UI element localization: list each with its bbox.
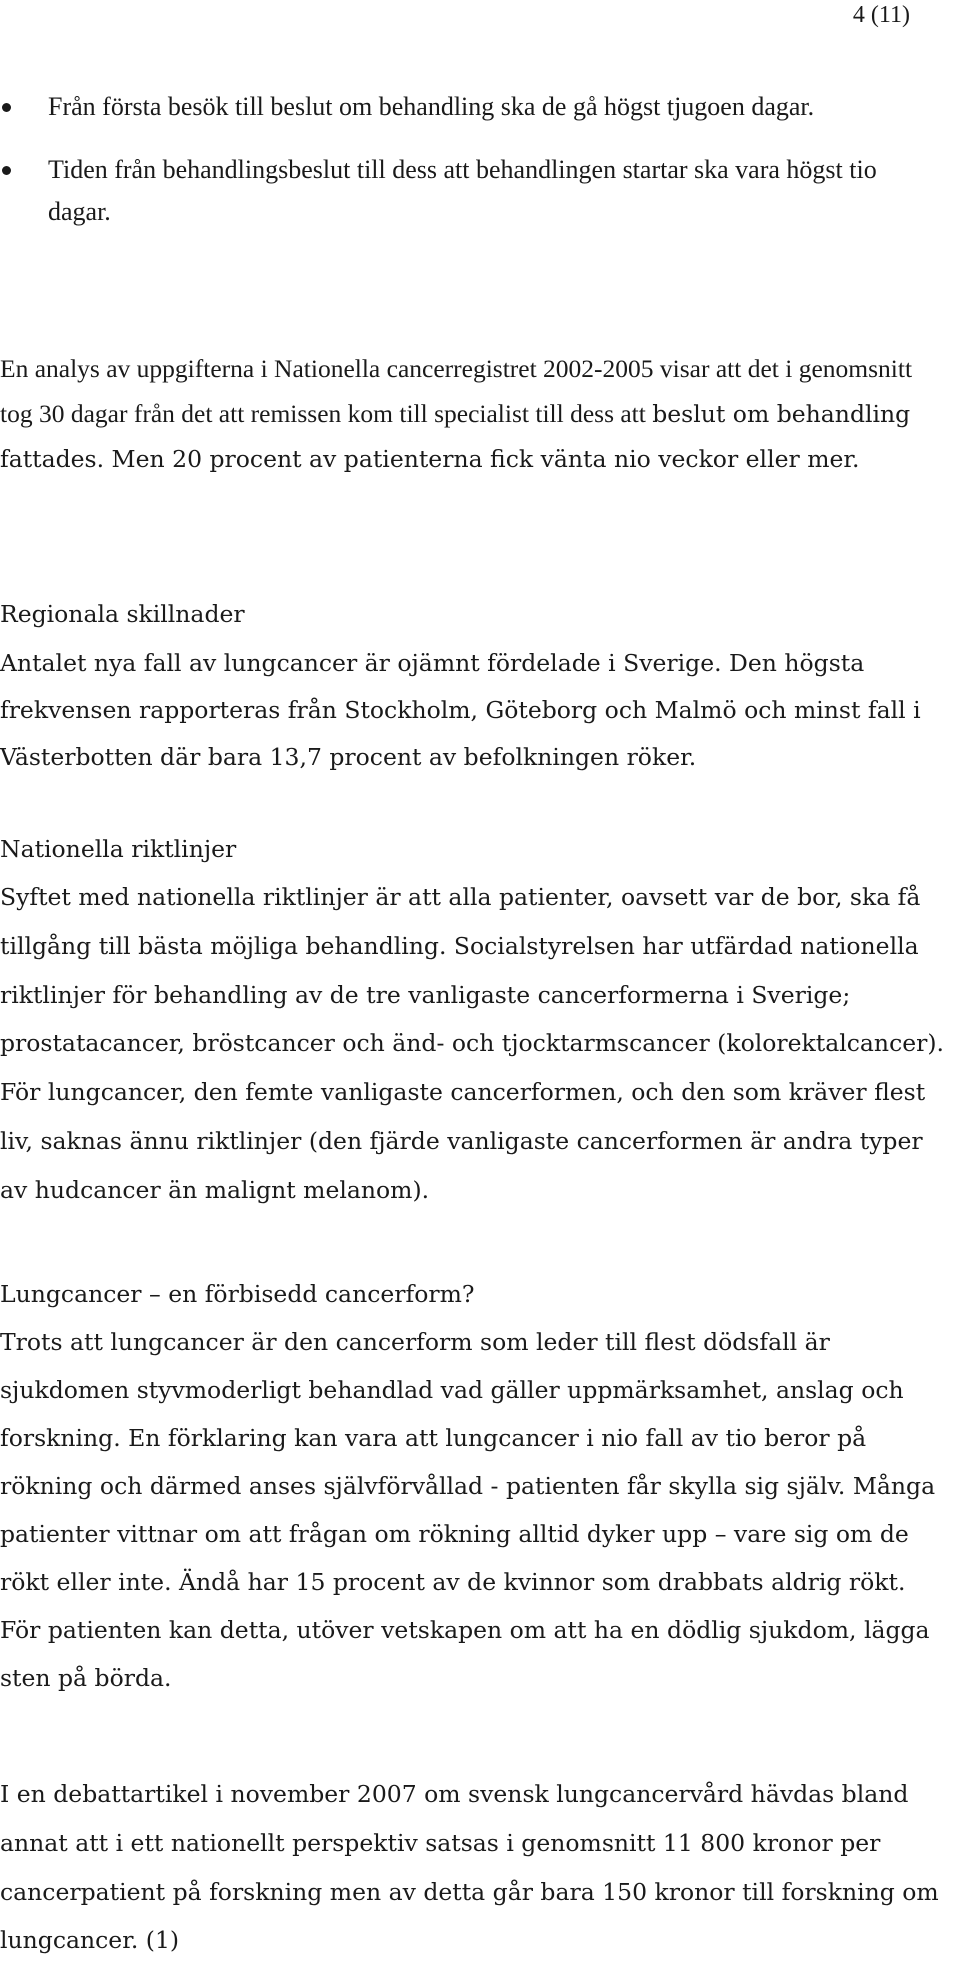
bullet-text: Tiden från behandlingsbeslut till dess att behandlingen startar ska vara högst tio dagar. <box>48 155 877 226</box>
bullet-item <box>0 149 940 233</box>
page-number: 4 (11) <box>852 2 910 28</box>
bullet-dot-icon <box>2 166 11 175</box>
neglected-heading: Lungcancer – en förbisedd cancerform? <box>0 1280 475 1308</box>
analysis-paragraph <box>0 346 950 482</box>
bullet-dot-icon <box>2 103 11 112</box>
bullet-text: Från första besök till beslut om behandling ska de gå högst tjugoen dagar. <box>48 92 815 121</box>
debate-paragraph: I en debattartikel i november 2007 om svensk lungcancervård hävdas bland annat att i ett nationellt perspektiv satsas i genomsnitt 11 800 kronor per cancerpatient på forskning men av detta går bara 150 kronor till forskning om lungcancer. (1) <box>0 1780 939 1955</box>
regional-heading: Regionala skillnader <box>0 600 245 628</box>
bullet-list <box>0 86 940 254</box>
guidelines-heading: Nationella riktlinjer <box>0 835 237 863</box>
bullet-item <box>0 86 940 128</box>
analysis-text-part1: En analys av uppgifterna i Nationella cancerregistret 2002-2005 visar att det i genomsnitt tog 30 dagar från det att remissen kom till specialist till dess att <box>0 354 913 428</box>
neglected-paragraph: Trots att lungcancer är den cancerform som leder till flest dödsfall är sjukdomen styvmoderligt behandlad vad gäller uppmärksamhet, anslag och forskning. En förklaring kan vara att lungcancer i nio fall av tio beror på rökning och därmed anses självförvållad - patienten får skylla sig själv. Många patienter vittnar om att frågan om rökning alltid dyker upp – vare sig om de rökt eller inte. Ändå har 15 procent av de kvinnor som drabbats aldrig rökt. För patienten kan detta, utöver vetskapen om att ha en dödlig sjukdom, lägga sten på börda. <box>0 1328 936 1692</box>
analysis-text-part2: beslut om behandling fattades. Men 20 procent av patienterna fick vänta nio veckor eller mer. <box>0 400 911 473</box>
guidelines-paragraph: Syftet med nationella riktlinjer är att alla patienter, oavsett var de bor, ska få tillgång till bästa möjliga behandling. Socialstyrelsen har utfärdad nationella riktlinjer för behandling av de tre vanligaste cancerformerna i Sverige; prostatacancer, bröstcancer och änd- och tjocktarmscancer (kolorektalcancer). För lungcancer, den femte vanligaste cancerformen, och den som kräver flest liv, saknas ännu riktlinjer (den fjärde vanligaste cancerformen är andra typer av hudcancer än malignt melanom). <box>0 883 945 1204</box>
regional-paragraph: Antalet nya fall av lungcancer är ojämnt fördelade i Sverige. Den högsta frekvensen rapporteras från Stockholm, Göteborg och Malmö och minst fall i Västerbotten där bara 13,7 procent av befolkningen röker. <box>0 649 921 771</box>
